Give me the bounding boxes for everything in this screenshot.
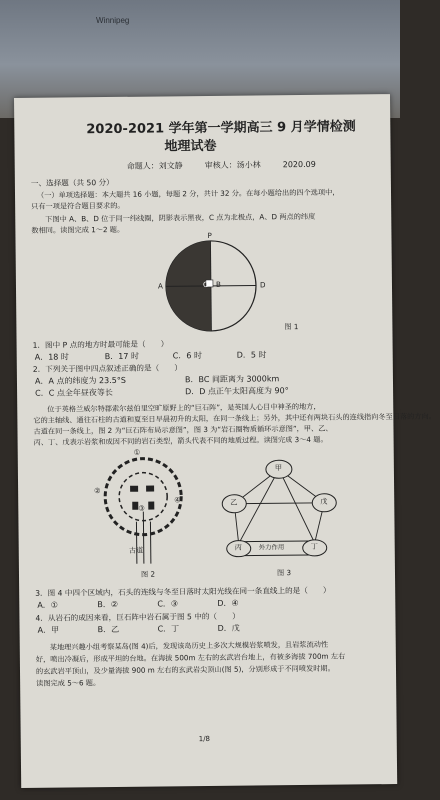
q3-option-c: C．③ [157,599,179,609]
q4-option-d: D．戊 [217,623,240,633]
page-subtitle: 地理试卷 [164,138,217,155]
figure-1-globe [150,235,271,336]
passage-2-line-3: 古道在同一条线上，图 2 为“巨石阵布局示意图”，图 3 为“岩石圈物质循环示意图”，甲、乙、 [33,423,333,436]
fig2-marker-2: ② [94,486,101,496]
q1-option-a: A．18 时 [34,352,69,362]
fig2-marker-4: ④ [174,495,181,505]
passage-3-line-3: 的玄武岩平顶山，及少量海拔 900 m 左右的玄武岩尖顶山(图 5)，分别形成于不同喷发时期。 [35,663,335,676]
map-label: Winnipeg [96,16,130,25]
fig1-point-b: B [215,279,221,289]
fig3-node-ding: 丁 [310,541,318,551]
section-instructions: （一）单项选择题：本大题共 16 小题，每题 2 分，共计 32 分。在每小题给出的四个选项中， [36,187,340,200]
author-label: 命题人：刘文静 [126,161,183,171]
intro-text-2: 数相同。读图完成 1～2 题。 [31,224,125,235]
q2-option-b: B．BC 间距离为 3000km [184,374,280,385]
q2-option-a: A．A 点的纬度为 23.5°S [34,375,126,386]
fig2-marker-3: ③ [138,503,145,513]
question-2: 2．下列关于图中四点叙述正确的是（ ） [32,363,183,374]
reviewer-label: 审核人：汤小林 [204,160,261,171]
q1-option-d: D．5 时 [236,350,267,360]
intro-text-1: 下图中 A、B、D 位于同一纬线圈，阴影表示黑夜，C 点为北极点，A、D 两点的纬度 [45,211,316,224]
figure-3-caption: 图 3 [276,568,292,578]
fig1-point-p: P [207,230,212,240]
page-number: 1/8 [198,734,211,744]
page-title: 2020-2021 学年第一学期高三 9 月学情检测 [86,119,356,138]
fig3-node-yi: 乙 [230,497,238,507]
fig3-node-jia: 甲 [274,463,283,473]
section-heading: 一、选择题（共 50 分） [30,177,114,188]
section-instructions-2: 只有一项是符合题目要求的。 [31,200,125,211]
fig2-road-label: 古道 [128,545,144,555]
q3-option-d: D．④ [217,598,239,608]
figure-1-caption: 图 1 [284,322,299,332]
q3-option-a: A．① [37,600,59,610]
figure-2-caption: 图 2 [140,569,156,579]
q4-option-c: C．丁 [157,624,180,634]
exam-paper [14,94,436,788]
fig1-point-c: C [202,279,209,290]
question-1: 1．图中 P 点的地方时最可能是（ ） [32,339,169,350]
fig1-point-d: D [259,280,266,290]
q4-option-b: B．乙 [97,624,120,635]
passage-3-line-1: 某地理兴趣小组考察某岛(图 4)后，发现该岛历史上多次大规模岩浆喷发，且岩浆流动性 [49,639,329,652]
q1-option-b: B．17 时 [104,351,139,362]
fig2-marker-1: ① [133,447,141,457]
q1-option-c: C．6 时 [172,351,202,361]
fig3-node-wu: 戊 [320,496,328,506]
question-3: 3．图 4 中四个区域内，石头的连线与冬至日落时太阳光线在同一条直线上的是（ ） [35,585,331,598]
date-label: 2020.09 [282,159,316,170]
passage-3-line-4: 读图完成 5～6 题。 [36,678,101,688]
passage-2-line-2: 它的主轴线、通往石柱的古道和夏至日早晨初升的太阳，在同一条线上；另外，其中还有两块石头的连线指向冬至日落的方向。 [33,411,436,425]
question-4: 4．从岩石的成因来看，巨石阵中岩石属于图 5 中的（ ） [35,611,240,623]
passage-2-line-4: 丙、丁、戊表示岩浆和成因不同的岩石类型，箭头代表不同的地质过程。读图完成 3～4 题。 [33,434,328,447]
fig3-external-force-label: 外力作用 [258,543,285,552]
passage-2-line-1: 位于英格兰威尔特郡索尔兹伯里空旷原野上的“巨石阵”，是英国人心目中神圣的地方， [47,401,321,414]
q2-option-c: C．C 点全年昼夜等长 [35,387,113,398]
q2-option-d: D．D 点正午太阳高度为 90° [185,386,289,397]
fig3-node-bing: 丙 [234,542,242,552]
passage-3-line-2: 好，喷出冷凝后，形成平坦的台地。在海拔 500m 左右的玄武岩台地上，有被多海拔 700m 左右 [35,651,346,664]
q3-option-b: B．② [97,599,119,610]
q4-option-a: A．甲 [37,625,60,635]
fig1-point-a: A [157,281,163,291]
